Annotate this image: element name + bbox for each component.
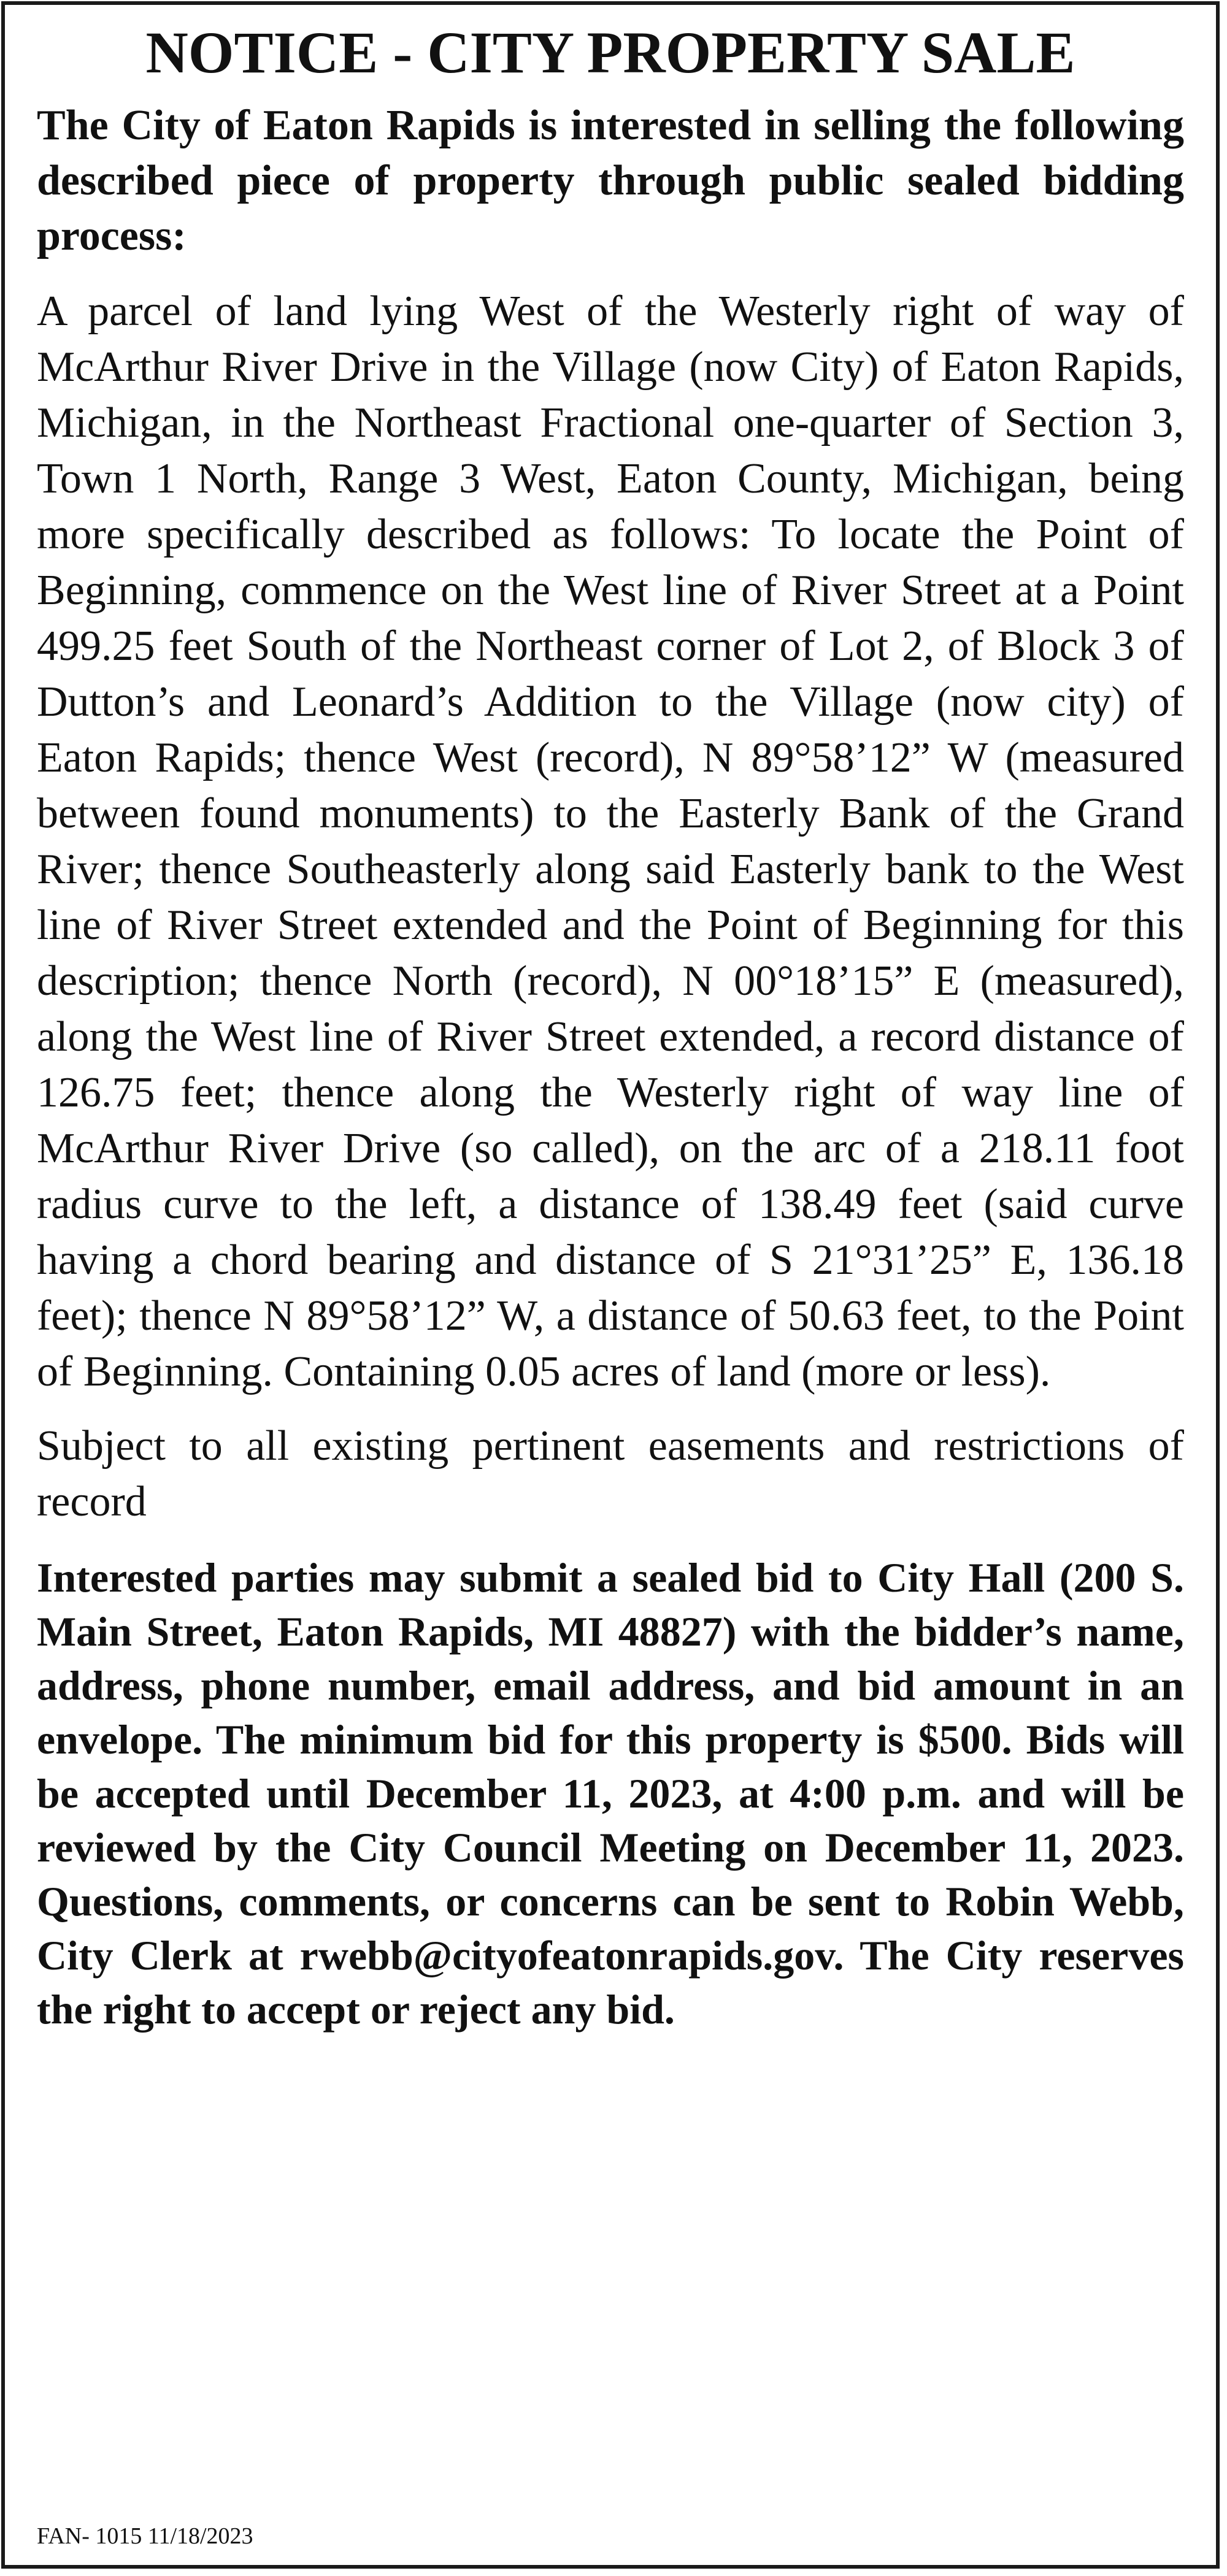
property-description: A parcel of land lying West of the Westerly right of way of McArthur River Drive in the Village (now City) of Eaton Rapids, Michigan, in the Northeast Fractional one-quarter of Section 3, Town 1 North, Range 3 West, Eaton County, Michigan, being more specifically described as follows: To locate the Point of Beginning, commence on the West line of River Street at a Point 499.25 feet South of the Northeast corner of Lot 2, of Block 3 of Dutton’s and Leonard’s Addition to the Village (now city) of Eaton Rapids; thence West (record), N 89°58’12” W (measured between found monuments) to the Easterly Bank of the Grand River; thence Southeasterly along said Easterly bank to the West line of River Street extended and the Point of Beginning for this description; thence North (record), N 00°18’15” E (measured), along the West line of River Street extended, a record distance of 126.75 feet; thence along the Westerly right of way line of McArthur River Drive (so called), on the arc of a 218.11 foot radius curve to the left, a distance of 138.49 feet (said curve having a chord bearing and distance of S 21°31’25” E, 136.18 feet); thence N 89°58’12” W, a distance of 50.63 feet, to the Point of Beginning. Containing 0.05 acres of land (more or less). [37, 288, 1184, 1395]
easements-statement: Subject to all existing pertinent easements and restrictions of record [37, 1422, 1184, 1525]
notice-title: NOTICE - CITY PROPERTY SALE [145, 20, 1075, 85]
notice-reference: FAN- 1015 11/18/2023 [37, 2523, 253, 2549]
notice-intro: The City of Eaton Rapids is interested in selling the following described piece of property through public sealed bidding process: [37, 102, 1184, 259]
bid-instructions: Interested parties may submit a sealed bid to City Hall (200 S. Main Street, Eaton Rapids, MI 48827) with the bidder’s name, address, phone number, email address, and bid amount in an envelope. The minimum bid for this property is $500. Bids will be accepted until December 11, 2023, at 4:00 p.m. and will be reviewed by the City Council Meeting on December 11, 2023. Questions, comments, or concerns can be sent to Robin Webb, City Clerk at rwebb@cityofeatonrapids.gov. The City reserves the right to accept or reject any bid. [37, 1554, 1184, 2033]
notice-box [1, 1, 1220, 2569]
